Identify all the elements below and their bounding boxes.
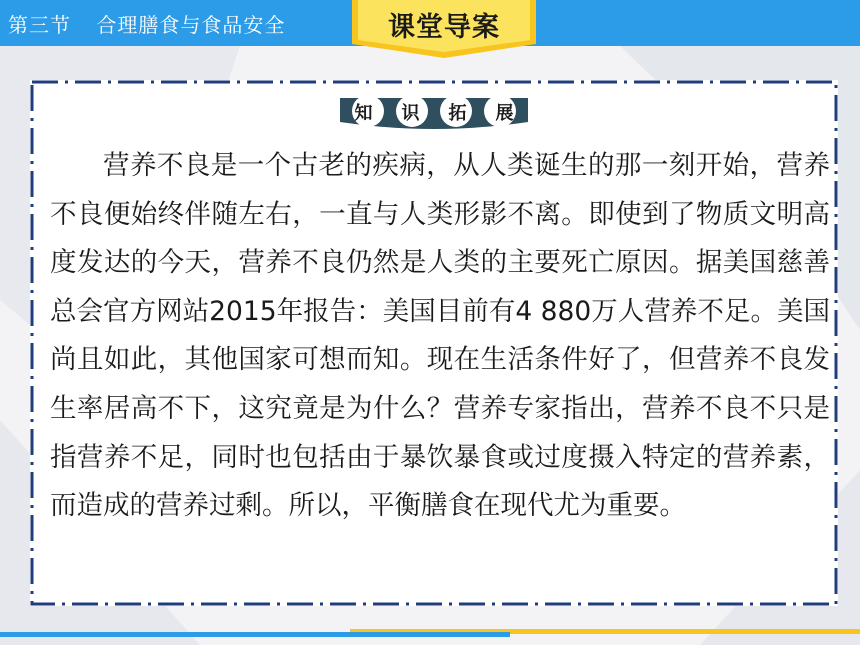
tag-char-4: 展 bbox=[495, 103, 514, 124]
paragraph-text: 营养不良是一个古老的疾病，从人类诞生的那一刻开始，营养不良便始终伴随左右，一直与人类形影不离。即使到了物质文明高度发达的今天，营养不良仍然是人类的主要死亡原因。据美国慈善总会官方网站2015年报告：美国目前有4 880万人营养不足。美国尚且如此，其他国家可想而知。现在生活条件好了，但营养不良发生率居高不下，这究竟是为什么？营养专家指出，营养不良不只是指营养不足，同时也包括由于暴饮暴食或过度摄入特定的营养素，而造成的营养过剩。所以，平衡膳食在现代尤为重要。 bbox=[50, 150, 830, 522]
knowledge-extension-label bbox=[340, 97, 528, 127]
section-number: 第三节 bbox=[8, 13, 71, 37]
tag-char-1: 知 bbox=[354, 103, 373, 124]
header-text bbox=[8, 9, 285, 38]
lesson-badge-label: 课堂导案 bbox=[388, 12, 500, 43]
section-title: 合理膳食与食品安全 bbox=[96, 13, 286, 37]
tag-char-2: 识 bbox=[401, 103, 420, 124]
bottom-accent-blue bbox=[0, 632, 510, 637]
tag-char-3: 拓 bbox=[448, 103, 467, 124]
